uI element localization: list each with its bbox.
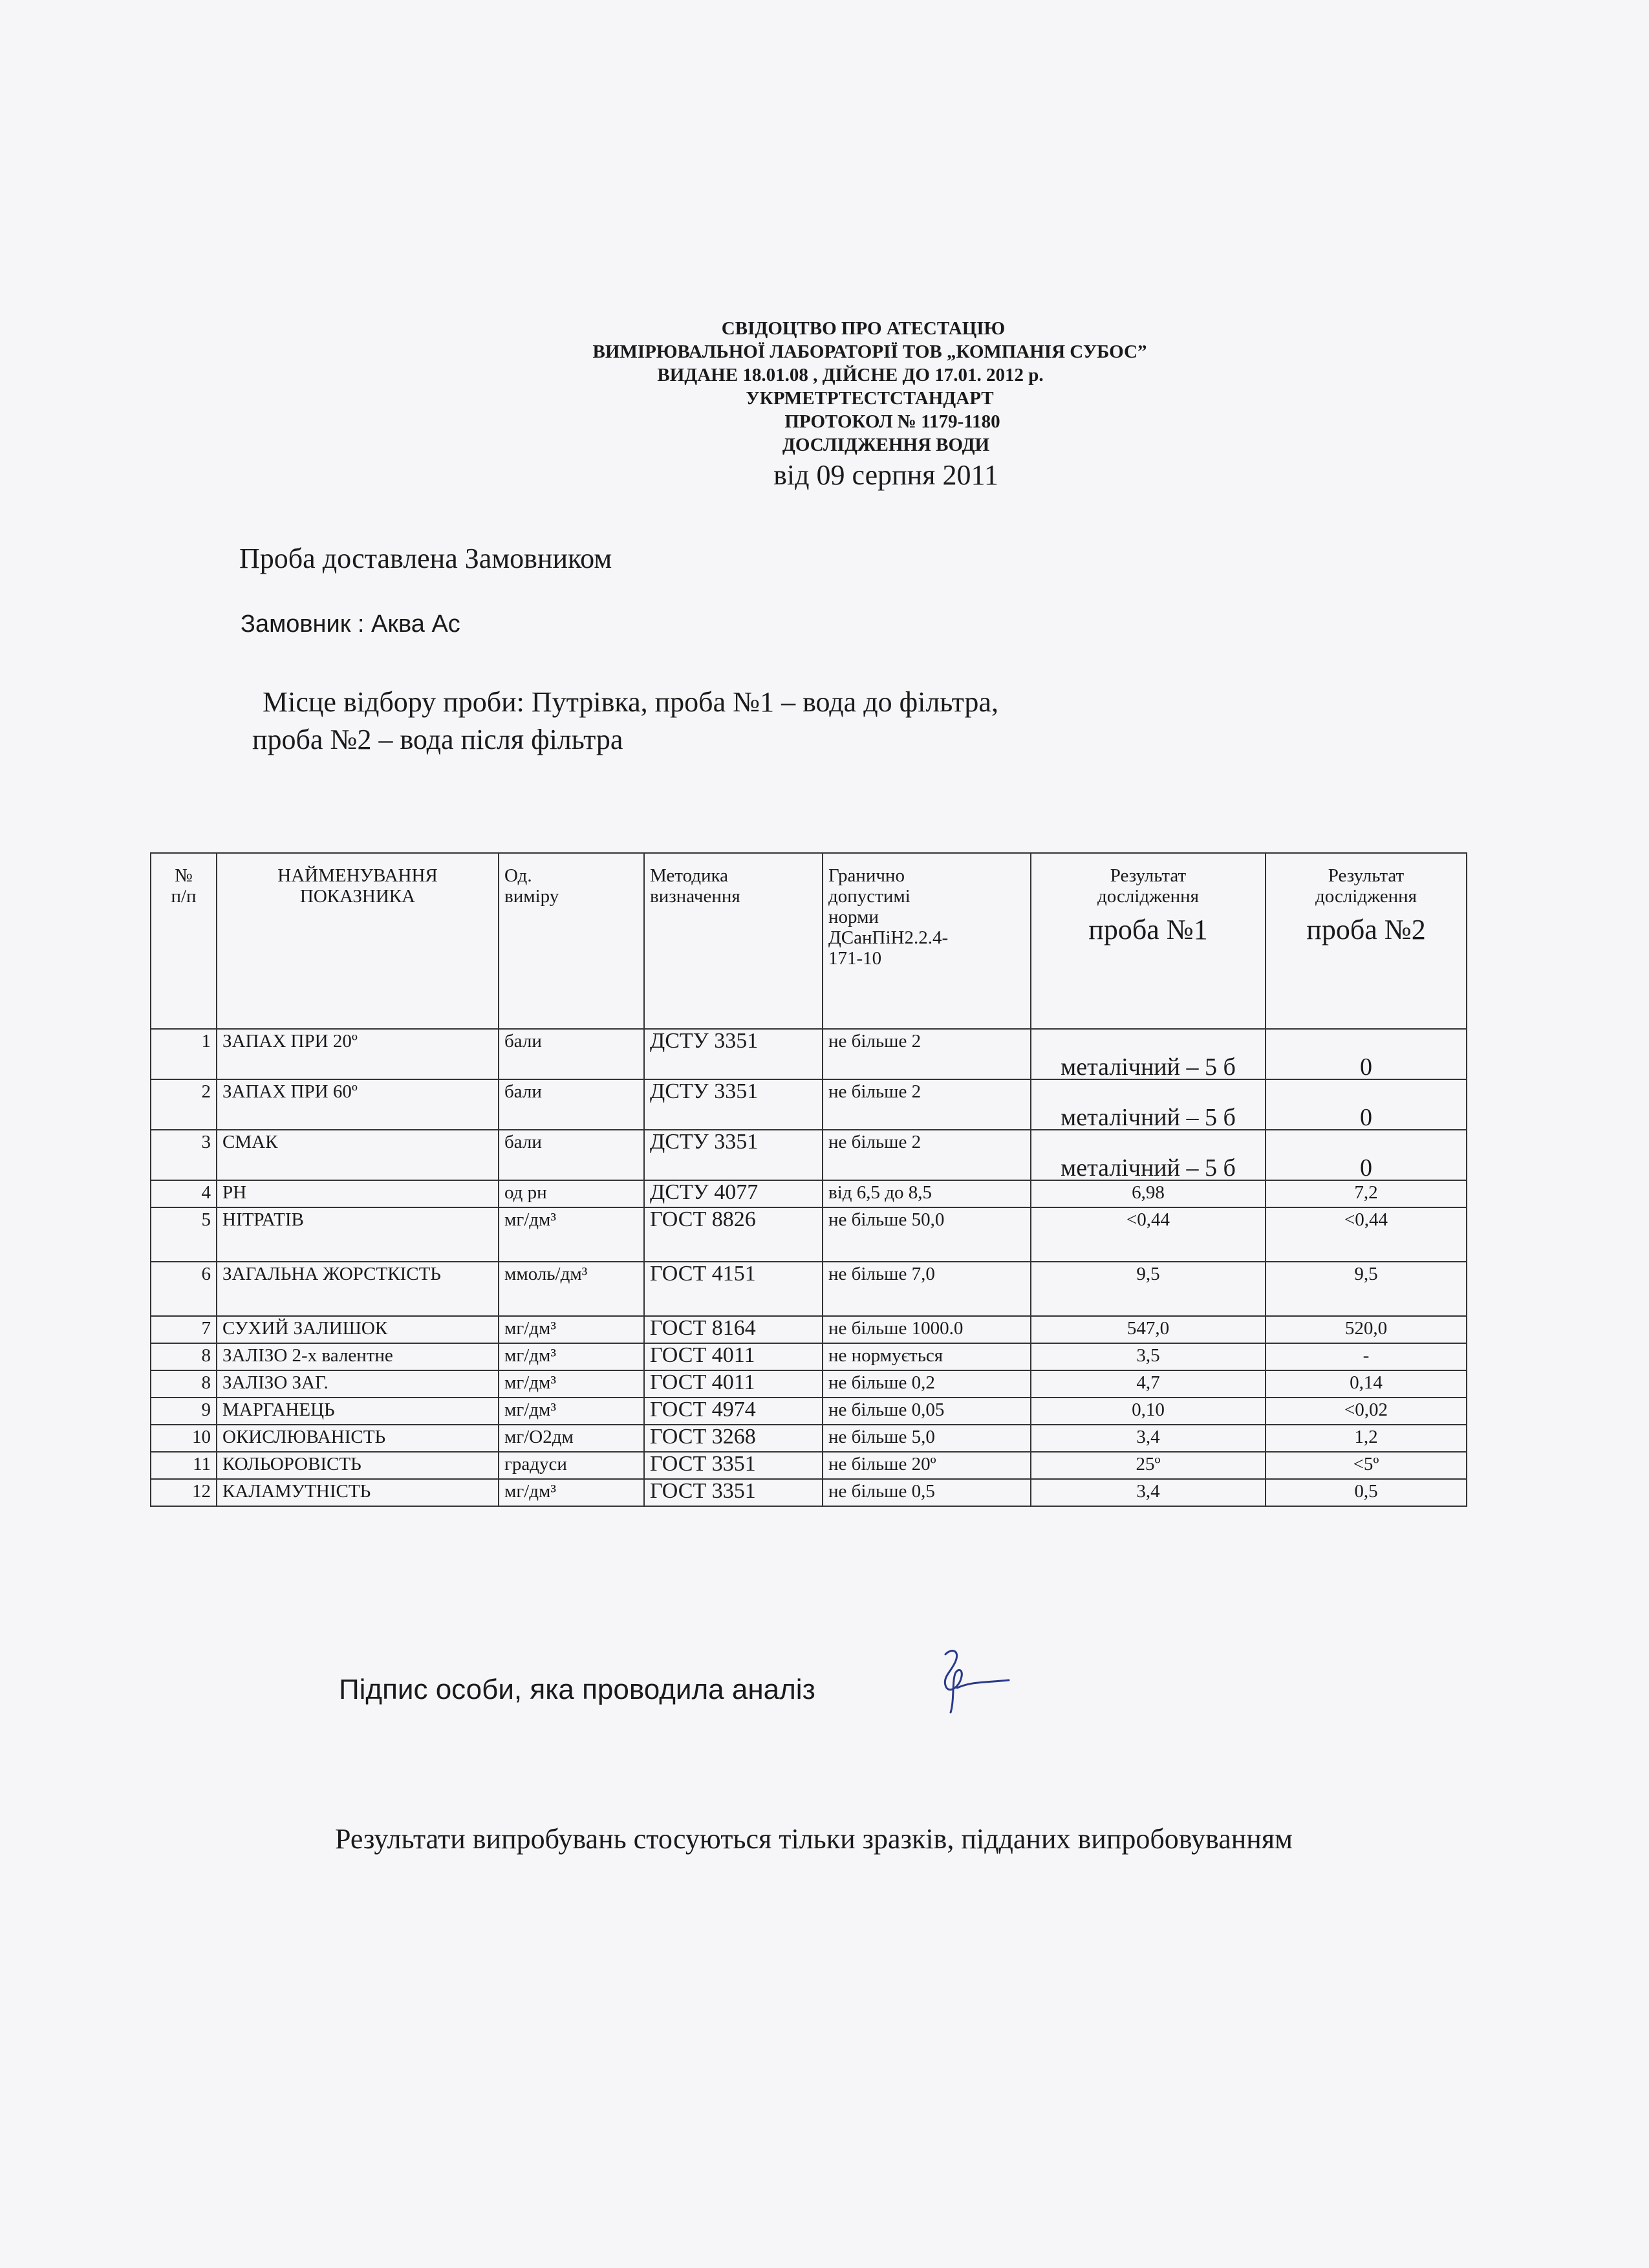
- header-number: № п/п: [151, 853, 217, 1029]
- header-method: Методика визначення: [644, 853, 823, 1029]
- cell-result-sample2: 520,0: [1266, 1316, 1467, 1343]
- cell-unit: бали: [499, 1130, 644, 1180]
- cell-result-sample1: 25º: [1031, 1452, 1266, 1479]
- cell-result-sample1: металічний – 5 б: [1031, 1079, 1266, 1130]
- cell-norm: від 6,5 до 8,5: [823, 1180, 1031, 1207]
- cell-unit: градуси: [499, 1452, 644, 1479]
- cell-norm: не більше 2: [823, 1029, 1031, 1079]
- cell-method: ГОСТ 4011: [644, 1343, 823, 1370]
- cell-method: ГОСТ 4011: [644, 1370, 823, 1398]
- cell-number: 6: [151, 1262, 217, 1316]
- cell-norm: не більше 7,0: [823, 1262, 1031, 1316]
- cell-number: 4: [151, 1180, 217, 1207]
- cell-result-sample1: 9,5: [1031, 1262, 1266, 1316]
- cell-method: ДСТУ 3351: [644, 1130, 823, 1180]
- cell-method: ДСТУ 3351: [644, 1079, 823, 1130]
- cell-unit: мг/О2дм: [499, 1425, 644, 1452]
- cell-result-sample1: металічний – 5 б: [1031, 1130, 1266, 1180]
- cell-indicator-name: ЗАЛІЗО ЗАГ.: [217, 1370, 499, 1398]
- cell-norm: не більше 1000.0: [823, 1316, 1031, 1343]
- cell-method: ГОСТ 3351: [644, 1452, 823, 1479]
- cell-indicator-name: ЗАГАЛЬНА ЖОРСТКІСТЬ: [217, 1262, 499, 1316]
- cell-result-sample2: 7,2: [1266, 1180, 1467, 1207]
- cell-indicator-name: СМАК: [217, 1130, 499, 1180]
- cell-method: ГОСТ 3268: [644, 1425, 823, 1452]
- cell-norm: не більше 0,2: [823, 1370, 1031, 1398]
- header-norm: Гранично допустимі норми ДСанПіН2.2.4- 171-10: [823, 853, 1031, 1029]
- certificate-title: СВІДОЦТВО ПРО АТЕСТАЦІЮ: [721, 318, 1006, 339]
- cell-result-sample2: 1,2: [1266, 1425, 1467, 1452]
- sample-delivered-text: Проба доставлена Замовником: [239, 543, 612, 574]
- cell-unit: бали: [499, 1029, 644, 1079]
- cell-result-sample1: 4,7: [1031, 1370, 1266, 1398]
- cell-result-sample2: 9,5: [1266, 1262, 1467, 1316]
- cell-norm: не більше 0,5: [823, 1479, 1031, 1506]
- cell-result-sample1: 3,5: [1031, 1343, 1266, 1370]
- protocol-date: від 09 серпня 2011: [773, 459, 998, 491]
- cell-indicator-name: МАРГАНЕЦЬ: [217, 1398, 499, 1425]
- cell-method: ГОСТ 8164: [644, 1316, 823, 1343]
- cell-number: 1: [151, 1029, 217, 1079]
- cell-indicator-name: ЗАПАХ ПРИ 60º: [217, 1079, 499, 1130]
- header-result-sample1: Результат дослідження проба №1: [1031, 853, 1266, 1029]
- issuing-authority: УКРМЕТРТЕСТСТАНДАРТ: [746, 388, 994, 409]
- cell-number: 10: [151, 1425, 217, 1452]
- cell-method: ГОСТ 3351: [644, 1479, 823, 1506]
- table-row: [151, 1370, 1467, 1398]
- cell-norm: не більше 50,0: [823, 1207, 1031, 1262]
- signature-label: Підпис особи, яка проводила аналіз: [339, 1674, 815, 1705]
- table-row: [151, 1130, 1467, 1180]
- cell-unit: мг/дм³: [499, 1398, 644, 1425]
- table-row: [151, 1398, 1467, 1425]
- table-header-row: [151, 853, 1467, 1029]
- cell-norm: не більше 2: [823, 1130, 1031, 1180]
- cell-unit: од рн: [499, 1180, 644, 1207]
- cell-indicator-name: РН: [217, 1180, 499, 1207]
- cell-result-sample2: 0: [1266, 1029, 1467, 1079]
- cell-norm: не більше 5,0: [823, 1425, 1031, 1452]
- cell-method: ДСТУ 3351: [644, 1029, 823, 1079]
- table-row: [151, 1207, 1467, 1262]
- cell-result-sample2: 0,14: [1266, 1370, 1467, 1398]
- cell-result-sample1: 0,10: [1031, 1398, 1266, 1425]
- cell-unit: бали: [499, 1079, 644, 1130]
- cell-indicator-name: СУХИЙ ЗАЛИШОК: [217, 1316, 499, 1343]
- table-row: [151, 1343, 1467, 1370]
- header-result-sample2: Результат дослідження проба №2: [1266, 853, 1467, 1029]
- cell-result-sample1: 3,4: [1031, 1425, 1266, 1452]
- cell-number: 8: [151, 1370, 217, 1398]
- cell-result-sample1: <0,44: [1031, 1207, 1266, 1262]
- cell-norm: не більше 20º: [823, 1452, 1031, 1479]
- cell-unit: мг/дм³: [499, 1316, 644, 1343]
- table-row: [151, 1479, 1467, 1506]
- cell-number: 2: [151, 1079, 217, 1130]
- cell-indicator-name: НІТРАТІВ: [217, 1207, 499, 1262]
- cell-indicator-name: ЗАПАХ ПРИ 20º: [217, 1029, 499, 1079]
- cell-method: ДСТУ 4077: [644, 1180, 823, 1207]
- cell-number: 9: [151, 1398, 217, 1425]
- cell-unit: мг/дм³: [499, 1343, 644, 1370]
- cell-result-sample1: 6,98: [1031, 1180, 1266, 1207]
- cell-result-sample2: 0: [1266, 1079, 1467, 1130]
- table-row: [151, 1079, 1467, 1130]
- laboratory-name: ВИМІРЮВАЛЬНОЇ ЛАБОРАТОРІЇ ТОВ „КОМПАНІЯ СУБОС”: [592, 341, 1147, 362]
- cell-result-sample1: металічний – 5 б: [1031, 1029, 1266, 1079]
- cell-norm: не більше 2: [823, 1079, 1031, 1130]
- table-row: [151, 1425, 1467, 1452]
- cell-result-sample2: 0,5: [1266, 1479, 1467, 1506]
- cell-unit: мг/дм³: [499, 1207, 644, 1262]
- cell-number: 8: [151, 1343, 217, 1370]
- sampling-place-line2: проба №2 – вода після фільтра: [252, 724, 623, 755]
- table-row: [151, 1452, 1467, 1479]
- cell-number: 3: [151, 1130, 217, 1180]
- results-table: [150, 852, 1467, 1507]
- table-row: [151, 1316, 1467, 1343]
- protocol-subject: ДОСЛІДЖЕННЯ ВОДИ: [782, 435, 990, 455]
- cell-result-sample1: 3,4: [1031, 1479, 1266, 1506]
- cell-result-sample2: <0,44: [1266, 1207, 1467, 1262]
- cell-norm: не нормується: [823, 1343, 1031, 1370]
- table-row: [151, 1029, 1467, 1079]
- cell-result-sample2: 0: [1266, 1130, 1467, 1180]
- document-header: [0, 317, 1649, 494]
- cell-method: ГОСТ 4151: [644, 1262, 823, 1316]
- protocol-number: ПРОТОКОЛ № 1179-1180: [784, 411, 1000, 432]
- cell-number: 5: [151, 1207, 217, 1262]
- table-row: [151, 1180, 1467, 1207]
- cell-method: ГОСТ 8826: [644, 1207, 823, 1262]
- certificate-validity: ВИДАНЕ 18.01.08 , ДІЙСНЕ ДО 17.01. 2012 р.: [657, 365, 1044, 385]
- cell-number: 7: [151, 1316, 217, 1343]
- header-indicator-name: НАЙМЕНУВАННЯ ПОКАЗНИКА: [217, 853, 499, 1029]
- customer-text: Замовник : Аква Ас: [241, 610, 460, 638]
- cell-result-sample1: 547,0: [1031, 1316, 1266, 1343]
- results-disclaimer: Результати випробувань стосуються тільки зразків, підданих випробовуванням: [335, 1823, 1293, 1855]
- cell-result-sample2: <5º: [1266, 1452, 1467, 1479]
- cell-method: ГОСТ 4974: [644, 1398, 823, 1425]
- handwritten-signature: [926, 1643, 1017, 1720]
- cell-number: 11: [151, 1452, 217, 1479]
- sampling-place-line1: Місце відбору проби: Путрівка, проба №1 – вода до фільтра,: [263, 686, 998, 718]
- cell-norm: не більше 0,05: [823, 1398, 1031, 1425]
- cell-unit: мг/дм³: [499, 1479, 644, 1506]
- table-row: [151, 1262, 1467, 1316]
- cell-indicator-name: КОЛЬОРОВІСТЬ: [217, 1452, 499, 1479]
- cell-indicator-name: ОКИСЛЮВАНІСТЬ: [217, 1425, 499, 1452]
- cell-result-sample2: <0,02: [1266, 1398, 1467, 1425]
- header-unit: Од. виміру: [499, 853, 644, 1029]
- cell-number: 12: [151, 1479, 217, 1506]
- cell-indicator-name: КАЛАМУТНІСТЬ: [217, 1479, 499, 1506]
- cell-indicator-name: ЗАЛІЗО 2-х валентне: [217, 1343, 499, 1370]
- cell-unit: ммоль/дм³: [499, 1262, 644, 1316]
- cell-unit: мг/дм³: [499, 1370, 644, 1398]
- cell-result-sample2: -: [1266, 1343, 1467, 1370]
